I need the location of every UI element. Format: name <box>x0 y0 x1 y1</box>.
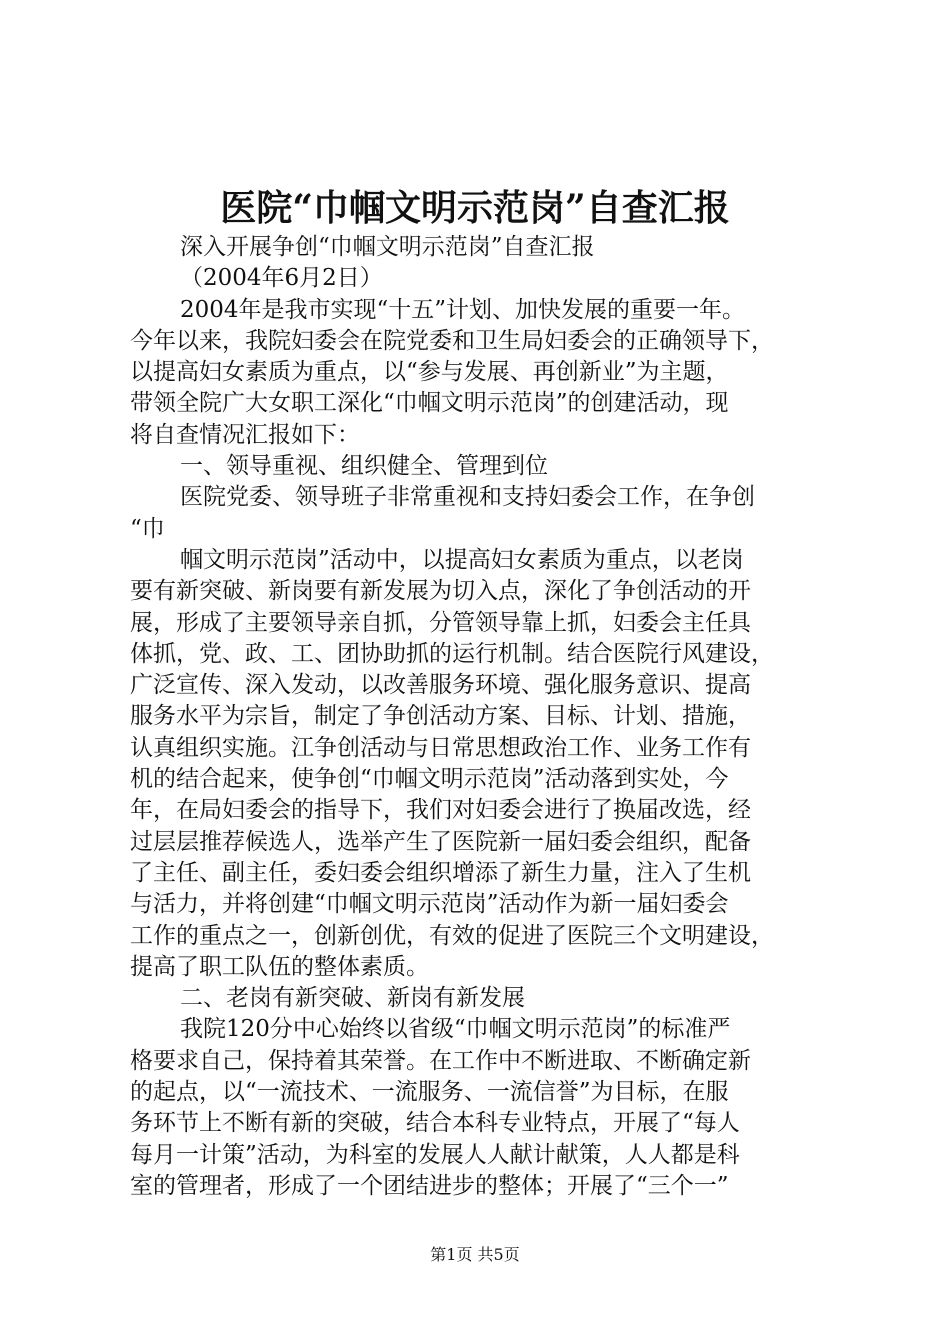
text-line: 与活力，并将创建“巾帼文明示范岗”活动作为新一届妇委会 <box>130 891 729 918</box>
text-line: 格要求自己，保持着其荣誉。在工作中不断进取、不断确定新 <box>130 1047 751 1074</box>
text-line: 每月一计策”活动，为科室的发展人人献计献策，人人都是科 <box>130 1141 740 1168</box>
text-line: 广泛宣传、深入发动，以改善服务环境、强化服务意识、提高 <box>130 672 751 699</box>
text-line: 服务水平为宗旨，制定了争创活动方案、目标、计划、措施， <box>130 703 751 730</box>
text-line: 过层层推荐候选人，选举产生了医院新一届妇委会组织，配备 <box>130 828 751 855</box>
text-line: 将自查情况汇报如下： <box>130 421 360 448</box>
text-line: 提高了职工队伍的整体素质。 <box>130 953 429 980</box>
text-line: 的起点，以“一流技术、一流服务、一流信誉”为目标，在服 <box>130 1079 729 1106</box>
text-line: 展，形成了主要领导亲自抓，分管领导靠上抓，妇委会主任具 <box>130 609 751 636</box>
text-line: 医院党委、领导班子非常重视和支持妇委会工作，在争创 <box>180 484 755 511</box>
text-line: “巾 <box>130 515 165 542</box>
text-line: 以提高妇女素质为重点，以“参与发展、再创新业”为主题， <box>130 359 729 386</box>
text-line: 了主任、副主任，委妇委会组织增添了新生力量，注入了生机 <box>130 859 751 886</box>
text-line: 年，在局妇委会的指导下，我们对妇委会进行了换届改选，经 <box>130 797 751 824</box>
text-line: 2004年是我市实现“十五”计划、加快发展的重要一年。 <box>180 296 746 323</box>
text-line: 室的管理者，形成了一个团结进步的整体；开展了“三个一” <box>130 1172 729 1199</box>
text-line: 要有新突破、新岗要有新发展为切入点，深化了争创活动的开 <box>130 578 751 605</box>
text-line: 务环节上不断有新的突破，结合本科专业特点，开展了“每人 <box>130 1110 740 1137</box>
text-line: 认真组织实施。江争创活动与日常思想政治工作、业务工作有 <box>130 734 751 761</box>
text-line: 体抓，党、政、工、团协助抓的运行机制。结合医院行风建设， <box>130 640 774 667</box>
text-line: 我院120分中心始终以省级“巾帼文明示范岗”的标准严 <box>180 1016 731 1043</box>
text-line: 帼文明示范岗”活动中，以提高妇女素质为重点，以老岗 <box>180 546 744 573</box>
text-line: 带领全院广大女职工深化“巾帼文明示范岗”的创建活动，现 <box>130 390 729 417</box>
text-line: 二、老岗有新突破、新岗有新发展 <box>180 985 525 1012</box>
text-line: 一、领导重视、组织健全、管理到位 <box>180 453 548 480</box>
document-body <box>130 232 830 1202</box>
page-footer: 第1页 共5页 <box>430 1245 520 1264</box>
text-line: 机的结合起来，使争创“巾帼文明示范岗”活动落到实处，今 <box>130 766 729 793</box>
text-line: 今年以来，我院妇委会在院党委和卫生局妇委会的正确领导下， <box>130 327 774 354</box>
text-line: 工作的重点之一，创新创优，有效的促进了医院三个文明建设， <box>130 922 774 949</box>
text-line: 深入开展争创“巾帼文明示范岗”自查汇报 <box>180 234 595 260</box>
text-line: （2004年6月2日） <box>180 265 383 292</box>
document-title: 医院“巾帼文明示范岗”自查汇报 <box>220 187 730 229</box>
